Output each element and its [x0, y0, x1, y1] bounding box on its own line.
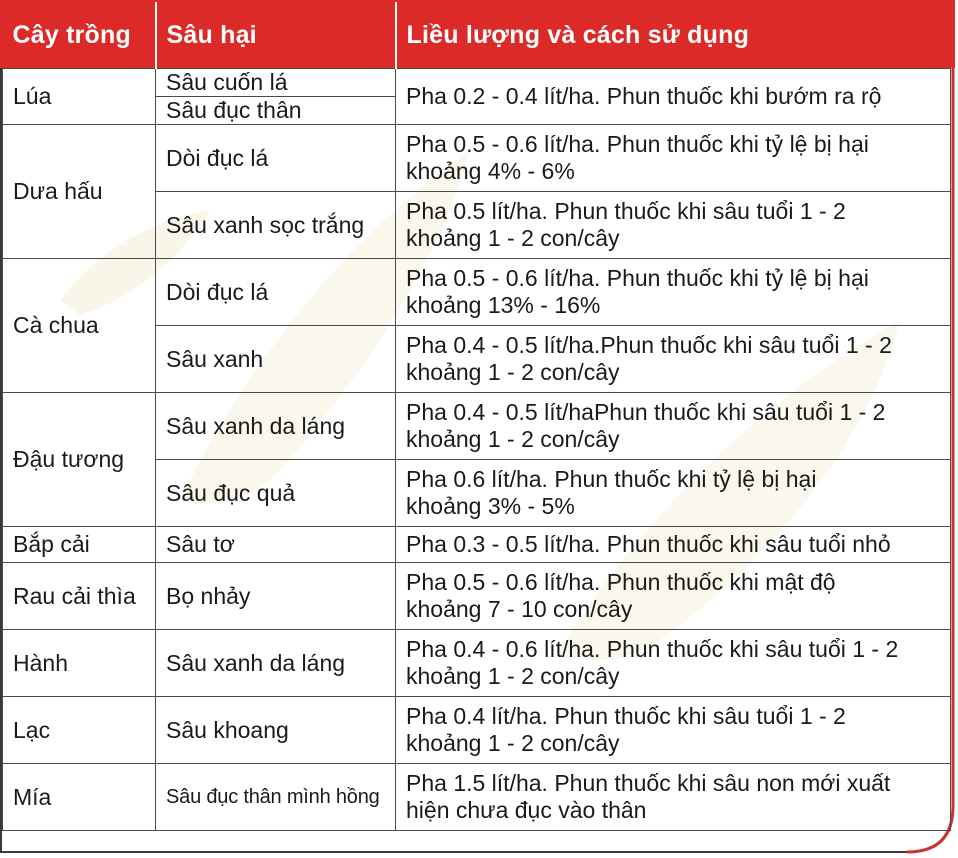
dose-cell: Pha 0.2 - 0.4 lít/ha. Phun thuốc khi bướm ra rộ — [396, 69, 951, 125]
table-row — [3, 697, 951, 764]
dose-cell: Pha 0.4 - 0.6 lít/ha. Phun thuốc khi sâu tuổi 1 - 2 khoảng 1 - 2 con/cây — [396, 630, 951, 697]
dose-cell: Pha 1.5 lít/ha. Phun thuốc khi sâu non mới xuất hiện chưa đục vào thân — [396, 764, 951, 831]
dose-cell: Pha 0.4 - 0.5 lít/ha.Phun thuốc khi sâu tuổi 1 - 2 khoảng 1 - 2 con/cây — [396, 326, 951, 393]
header-pest: Sâu hại — [156, 2, 396, 69]
crop-cell: Bắp cải — [3, 527, 156, 563]
pest-cell: Sâu tơ — [156, 527, 396, 563]
table-row — [3, 69, 951, 97]
pesticide-dosage-table — [2, 2, 951, 831]
table-row — [3, 393, 951, 460]
pest-cell: Sâu đục thân — [156, 97, 396, 125]
table-row — [3, 764, 951, 831]
dose-cell: Pha 0.5 - 0.6 lít/ha. Phun thuốc khi mật độ khoảng 7 - 10 con/cây — [396, 563, 951, 630]
dose-cell: Pha 0.5 - 0.6 lít/ha. Phun thuốc khi tỷ lệ bị hại khoảng 13% - 16% — [396, 259, 951, 326]
crop-cell: Mía — [3, 764, 156, 831]
table-row — [3, 125, 951, 192]
pest-cell: Sâu xanh da láng — [156, 630, 396, 697]
crop-cell: Rau cải thìa — [3, 563, 156, 630]
dose-cell: Pha 0.5 - 0.6 lít/ha. Phun thuốc khi tỷ lệ bị hại khoảng 4% - 6% — [396, 125, 951, 192]
crop-cell: Đậu tương — [3, 393, 156, 527]
table-row — [3, 630, 951, 697]
pest-cell: Dòi đục lá — [156, 125, 396, 192]
crop-cell: Dưa hấu — [3, 125, 156, 259]
crop-cell: Hành — [3, 630, 156, 697]
header-crop: Cây trồng — [3, 2, 156, 69]
dose-cell: Pha 0.4 lít/ha. Phun thuốc khi sâu tuổi 1 - 2 khoảng 1 - 2 con/cây — [396, 697, 951, 764]
crop-cell: Lúa — [3, 69, 156, 125]
dose-cell: Pha 0.4 - 0.5 lít/haPhun thuốc khi sâu tuổi 1 - 2 khoảng 1 - 2 con/cây — [396, 393, 951, 460]
dose-cell: Pha 0.5 lít/ha. Phun thuốc khi sâu tuổi 1 - 2 khoảng 1 - 2 con/cây — [396, 192, 951, 259]
pest-cell: Sâu đục thân mình hồng — [156, 764, 396, 831]
table-row — [3, 527, 951, 563]
pest-cell: Bọ nhảy — [156, 563, 396, 630]
pest-cell: Sâu xanh — [156, 326, 396, 393]
crop-cell: Lạc — [3, 697, 156, 764]
pest-cell: Dòi đục lá — [156, 259, 396, 326]
pest-cell: Sâu xanh da láng — [156, 393, 396, 460]
table-header-row — [3, 2, 951, 69]
pest-cell: Sâu cuốn lá — [156, 69, 396, 97]
dose-cell: Pha 0.6 lít/ha. Phun thuốc khi tỷ lệ bị hại khoảng 3% - 5% — [396, 460, 951, 527]
crop-cell: Cà chua — [3, 259, 156, 393]
pest-cell: Sâu đục quả — [156, 460, 396, 527]
header-dose: Liều lượng và cách sử dụng — [396, 2, 951, 69]
dose-cell: Pha 0.3 - 0.5 lít/ha. Phun thuốc khi sâu tuổi nhỏ — [396, 527, 951, 563]
table-row — [3, 259, 951, 326]
pest-cell: Sâu xanh sọc trắng — [156, 192, 396, 259]
table-row — [3, 563, 951, 630]
pest-cell: Sâu khoang — [156, 697, 396, 764]
